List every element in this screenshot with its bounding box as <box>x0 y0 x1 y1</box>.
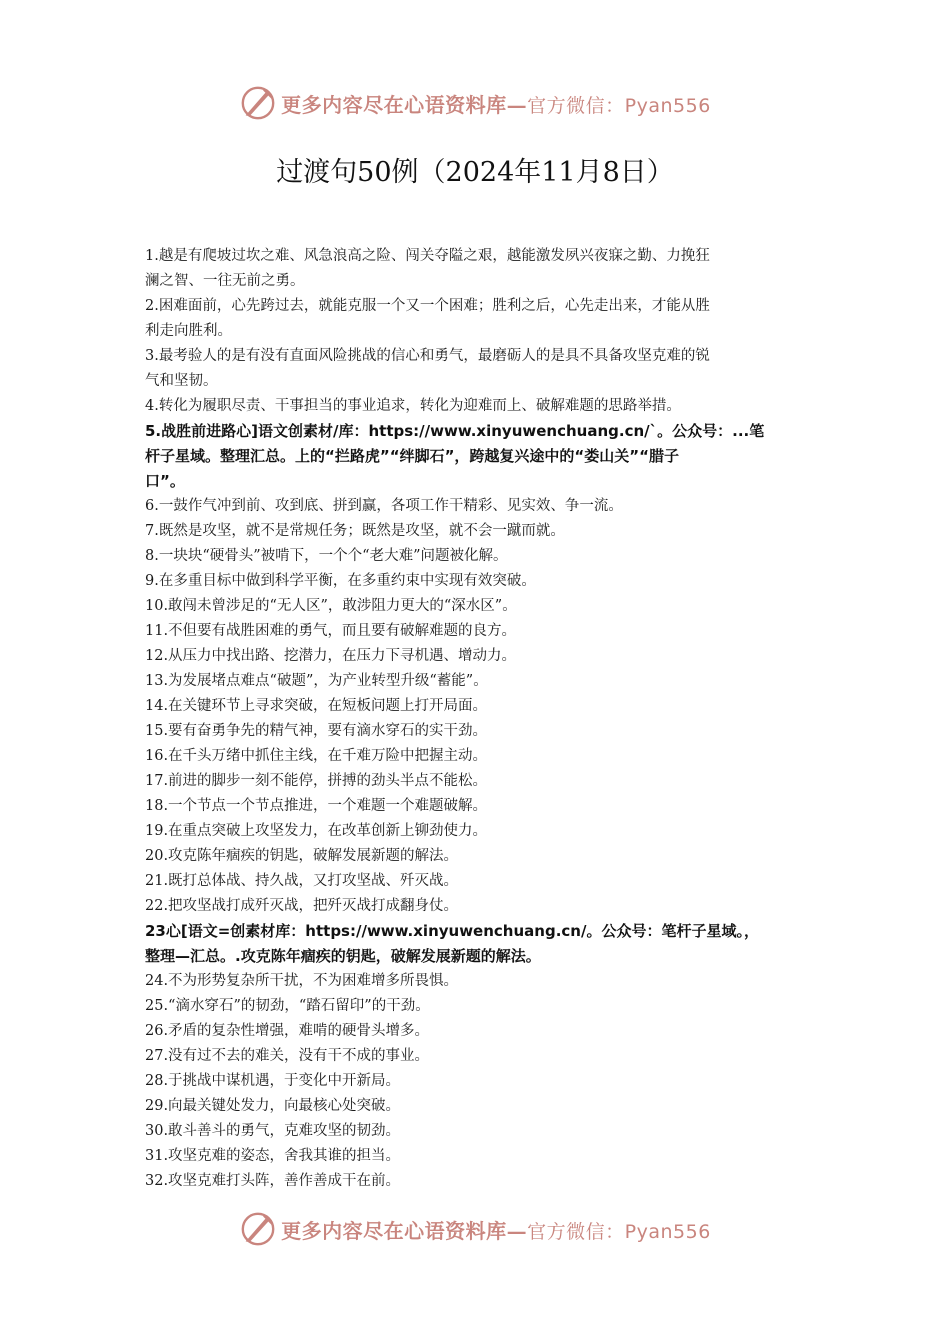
text-line: 22.把攻坚战打成歼灭战，把歼灭战打成翻身仗。 <box>145 898 459 914</box>
quill-logo-icon <box>239 84 277 122</box>
text-line: 26.矛盾的复杂性增强，难啃的硬骨头增多。 <box>145 1023 430 1039</box>
text-line: 19.在重点突破上攻坚发力，在改革创新上铆劲使力。 <box>145 823 488 839</box>
text-line: 18.一个节点一个节点推进，一个难题一个难题破解。 <box>145 798 488 814</box>
text-line: 24.不为形势复杂所干扰，不为困难增多所畏惧。 <box>145 973 459 989</box>
text-line: 利走向胜利。 <box>145 323 232 339</box>
quill-logo-icon <box>239 1210 277 1248</box>
text-line: 整理—汇总。.攻克陈年痼疾的钥匙，破解发展新题的解法。 <box>145 947 541 965</box>
text-line: 28.于挑战中谋机遇，于变化中开新局。 <box>145 1073 401 1089</box>
text-line: 23心[语文=创素材库：https://www.xinyuwenchuang.cn/。公众号：笔杆子星域。， <box>145 922 759 940</box>
text-line: 25.“滴水穿石”的韧劲，“踏石留印”的干劲。 <box>145 998 430 1014</box>
text-line: 27.没有过不去的难关，没有干不成的事业。 <box>145 1048 430 1064</box>
text-line: 13.为发展堵点难点“破题”，为产业转型升级“蓄能”。 <box>145 673 488 689</box>
text-line: 4.转化为履职尽责、干事担当的事业追求，转化为迎难而上、破解难题的思路举措。 <box>145 398 681 414</box>
text-line: 6.一鼓作气冲到前、攻到底、拼到赢，各项工作干精彩、见实效、争一流。 <box>145 498 623 514</box>
text-line: 2.困难面前，心先跨过去，就能克服一个又一个困难；胜利之后，心先走出来，才能从胜 <box>145 298 710 314</box>
text-line: 9.在多重目标中做到科学平衡，在多重约束中实现有效突破。 <box>145 573 536 589</box>
header-banner <box>0 83 950 123</box>
text-line: 5.战胜前进路心]语文创素材/库：https://www.xinyuwenchuang.cn/`。公众号：...笔 <box>145 422 765 440</box>
text-line: 30.敢斗善斗的勇气，克难攻坚的韧劲。 <box>145 1123 401 1139</box>
banner-text: 更多内容尽在心语资料库—官方微信：Pyan556 <box>281 1218 711 1243</box>
text-line: 16.在千头万绪中抓住主线，在千难万险中把握主动。 <box>145 748 488 764</box>
text-line: 15.要有奋勇争先的精气神，要有滴水穿石的实干劲。 <box>145 723 488 739</box>
text-line: 1.越是有爬坡过坎之难、风急浪高之险、闯关夺隘之艰，越能激发夙兴夜寐之勤、力挽狂 <box>145 248 710 264</box>
document-body <box>145 244 810 1194</box>
text-line: 10.敢闯未曾涉足的“无人区”，敢涉阻力更大的“深水区”。 <box>145 598 517 614</box>
text-line: 14.在关键环节上寻求突破，在短板问题上打开局面。 <box>145 698 488 714</box>
text-line: 澜之智、一往无前之勇。 <box>145 273 305 289</box>
text-line: 口”。 <box>145 472 185 490</box>
text-line: 11.不但要有战胜困难的勇气，而且要有破解难题的良方。 <box>145 623 517 639</box>
footer-banner <box>0 1209 950 1249</box>
text-line: 杆子星域。整理汇总。上的“拦路虎”“绊脚石”，跨越复兴途中的“娄山关”“腊子 <box>145 447 680 465</box>
text-line: 31.攻坚克难的姿态，舍我其谁的担当。 <box>145 1148 401 1164</box>
text-line: 32.攻坚克难打头阵，善作善成干在前。 <box>145 1173 401 1189</box>
text-line: 12.从压力中找出路、挖潜力，在压力下寻机遇、增动力。 <box>145 648 517 664</box>
text-line: 21.既打总体战、持久战，又打攻坚战、歼灭战。 <box>145 873 459 889</box>
text-line: 7.既然是攻坚，就不是常规任务；既然是攻坚，就不会一蹴而就。 <box>145 523 565 539</box>
page-title: 过渡句50例（2024年11月8日） <box>276 157 674 188</box>
text-line: 气和坚韧。 <box>145 373 218 389</box>
text-line: 20.攻克陈年痼疾的钥匙，破解发展新题的解法。 <box>145 848 459 864</box>
text-line: 29.向最关键处发力，向最核心处突破。 <box>145 1098 401 1114</box>
text-line: 17.前进的脚步一刻不能停，拼搏的劲头半点不能松。 <box>145 773 488 789</box>
banner-text: 更多内容尽在心语资料库—官方微信：Pyan556 <box>281 92 711 117</box>
text-line: 8.一块块“硬骨头”被啃下，一个个“老大难”问题被化解。 <box>145 548 508 564</box>
text-line: 3.最考验人的是有没有直面风险挑战的信心和勇气，最磨砺人的是具不具备攻坚克难的锐 <box>145 348 710 364</box>
